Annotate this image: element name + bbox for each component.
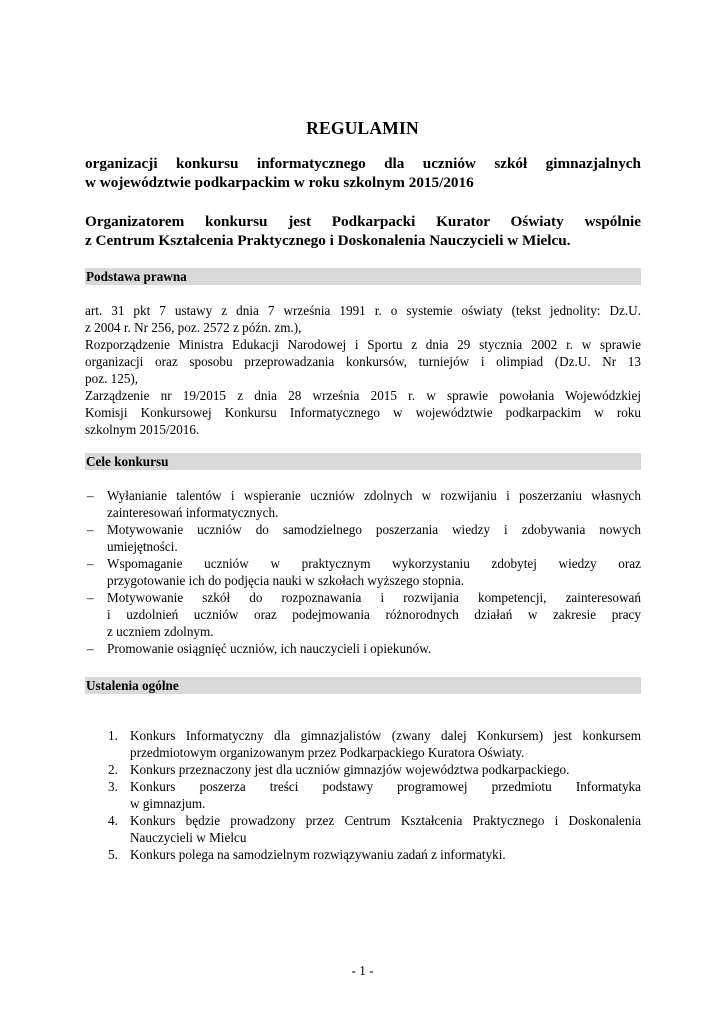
page-number: - 1 -: [351, 963, 374, 978]
legal-basis-line: szkolnym 2015/2016.: [85, 422, 200, 437]
goals-list: [85, 487, 641, 657]
list-item: [85, 589, 641, 640]
legal-basis-line: z 2004 r. Nr 256, poz. 2572 z późn. zm.),: [85, 320, 302, 335]
organizer-statement: [85, 212, 641, 250]
goal-line: Motywowanie uczniów do samodzielnego poszerzania wiedzy i zdobywania nowych: [107, 522, 641, 537]
rule-line: Nauczycieli w Mielcu: [130, 830, 247, 845]
section-header-legal-basis: Podstawa prawna: [85, 268, 641, 285]
dash-bullet: –: [87, 641, 94, 656]
goal-line: Promowanie osiągnięć uczniów, ich nauczycieli i opiekunów.: [107, 641, 432, 656]
dash-bullet: –: [87, 522, 94, 537]
rule-line: Konkurs polega na samodzielnym rozwiązywaniu zadań z informatyki.: [130, 847, 506, 862]
subtitle-line: organizacji konkursu informatycznego dla uczniów szkół gimnazjalnych: [85, 155, 641, 172]
rule-line: przedmiotowym organizowanym przez Podkarpackiego Kuratora Oświaty.: [130, 745, 525, 760]
legal-basis-line: organizacji oraz sposobu przeprowadzania konkursów, turniejów i olimpiad (Dz.U. Nr 13: [85, 354, 641, 369]
list-item: [85, 555, 641, 589]
list-item: [108, 846, 641, 863]
item-number: 1.: [108, 728, 118, 743]
list-item: [108, 727, 641, 761]
goal-line: przygotowanie ich do podjęcia nauki w szkołach wyższego stopnia.: [107, 573, 465, 588]
legal-basis-line: Komisji Konkursowej Konkursu Informatycznego w województwie podkarpackim w roku: [85, 405, 641, 420]
item-number: 4.: [108, 813, 118, 828]
goal-line: zainteresowań informatycznych.: [107, 505, 279, 520]
organizer-line: z Centrum Kształcenia Praktycznego i Doskonalenia Nauczycieli w Mielcu.: [85, 232, 571, 249]
legal-basis-text: [85, 302, 641, 438]
document-subtitle: [85, 154, 641, 192]
organizer-line: Organizatorem konkursu jest Podkarpacki Kurator Oświaty wspólnie: [85, 213, 641, 230]
dash-bullet: –: [87, 590, 94, 605]
goal-line: Wspomaganie uczniów w praktycznym wykorzystaniu zdobytej wiedzy oraz: [107, 556, 641, 571]
goal-line: z uczniem zdolnym.: [107, 624, 214, 639]
list-item: [108, 812, 641, 846]
goal-line: Motywowanie szkół do rozpoznawania i rozwijania kompetencji, zainteresowań: [107, 590, 641, 605]
legal-basis-line: art. 31 pkt 7 ustawy z dnia 7 września 1991 r. o systemie oświaty (tekst jednolity: Dz.U.: [85, 303, 641, 318]
section-header-goals: Cele konkursu: [85, 453, 641, 470]
item-number: 5.: [108, 847, 118, 862]
legal-basis-line: poz. 125),: [85, 371, 139, 386]
list-item: [108, 778, 641, 812]
legal-basis-line: Rozporządzenie Ministra Edukacji Narodowej i Sportu z dnia 29 stycznia 2002 r. w sprawie: [85, 337, 641, 352]
legal-basis-line: Zarządzenie nr 19/2015 z dnia 28 września 2015 r. w sprawie powołania Wojewódzkiej: [85, 388, 641, 403]
goal-line: umiejętności.: [107, 539, 178, 554]
item-number: 2.: [108, 762, 118, 777]
rule-line: Konkurs Informatyczny dla gimnazjalistów (zwany dalej Konkursem) jest konkursem: [130, 728, 641, 743]
item-number: 3.: [108, 779, 118, 794]
dash-bullet: –: [87, 488, 94, 503]
goal-line: Wyłanianie talentów i wspieranie uczniów zdolnych w rozwijaniu i poszerzaniu własnych: [107, 488, 641, 503]
list-item: [85, 487, 641, 521]
list-item: [85, 521, 641, 555]
document-title: REGULAMIN: [306, 118, 419, 138]
list-item: [85, 640, 641, 657]
list-item: [108, 761, 641, 778]
rule-line: Konkurs poszerza treści podstawy programowej przedmiotu Informatyka: [130, 779, 641, 794]
rule-line: Konkurs będzie prowadzony przez Centrum Kształcenia Praktycznego i Doskonalenia: [130, 813, 641, 828]
dash-bullet: –: [87, 556, 94, 571]
subtitle-line: w województwie podkarpackim w roku szkolnym 2015/2016: [85, 174, 474, 191]
goal-line: i uzdolnień uczniów oraz podejmowania różnorodnych działań w zakresie pracy: [107, 607, 641, 622]
general-rules-list: [108, 727, 641, 863]
section-header-general: Ustalenia ogólne: [85, 677, 641, 694]
rule-line: Konkurs przeznaczony jest dla uczniów gimnazjów województwa podkarpackiego.: [130, 762, 570, 777]
rule-line: w gimnazjum.: [130, 796, 206, 811]
